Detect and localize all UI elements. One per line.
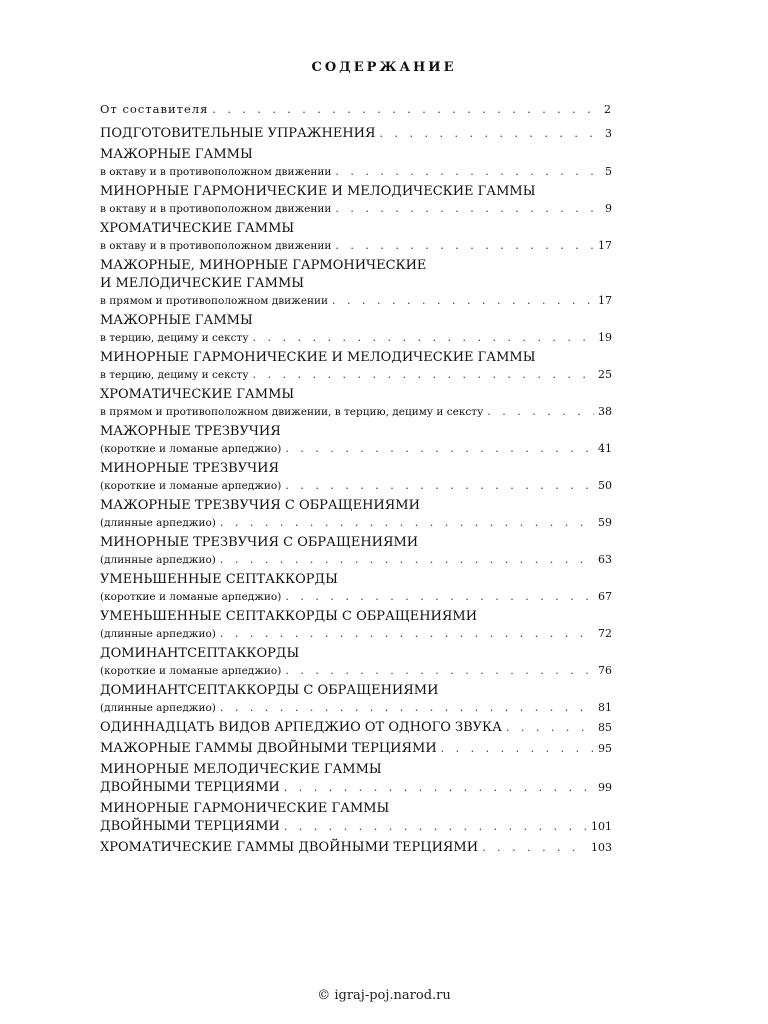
toc-entry	[100, 761, 612, 797]
toc-entry	[100, 534, 612, 568]
toc-heading: МАЖОРНЫЕ ТРЕЗВУЧИЯ	[100, 424, 281, 439]
toc-page-number: 2	[604, 103, 612, 116]
dot-leader	[284, 818, 587, 836]
toc-subtitle-row	[100, 515, 612, 531]
dot-leader	[220, 515, 594, 531]
toc-entry	[100, 800, 612, 836]
toc-heading: УМЕНЬШЕННЫЕ СЕПТАККОРДЫ С ОБРАЩЕНИЯМИ	[100, 609, 478, 624]
dot-leader	[482, 839, 587, 857]
toc-subtitle-row	[100, 404, 612, 420]
toc-page-number: 99	[598, 781, 612, 794]
toc-page-number: 9	[605, 202, 612, 215]
toc-entry	[100, 146, 612, 180]
dot-leader	[285, 663, 594, 679]
toc-heading: ПОДГОТОВИТЕЛЬНЫЕ УПРАЖНЕНИЯ	[100, 126, 376, 141]
toc-page-number: 38	[598, 405, 612, 418]
dot-leader	[220, 552, 594, 568]
toc-heading: ДВОЙНЫМИ ТЕРЦИЯМИ	[100, 819, 280, 834]
toc-page-number: 17	[598, 239, 612, 252]
toc-page-number: 85	[598, 721, 612, 734]
toc-heading: МАЖОРНЫЕ ГАММЫ ДВОЙНЫМИ ТЕРЦИЯМИ	[100, 741, 437, 756]
dot-leader	[332, 293, 594, 309]
toc-heading: МИНОРНЫЕ МЕЛОДИЧЕСКИЕ ГАММЫ	[100, 762, 382, 777]
page-title: СОДЕРЖАНИЕ	[311, 60, 457, 75]
toc-page-number: 101	[591, 820, 612, 833]
toc-heading-row	[100, 740, 612, 758]
toc-subtitle: (короткие и ломаные арпеджио)	[100, 591, 282, 603]
toc-subtitle: в октаву и в противоположном движении	[100, 166, 332, 178]
toc-heading: МИНОРНЫЕ ГАРМОНИЧЕСКИЕ И МЕЛОДИЧЕСКИЕ ГАММЫ	[100, 350, 536, 365]
toc-entry	[100, 839, 612, 857]
toc-subtitle: в октаву и в противоположном движении	[100, 203, 332, 215]
toc-subtitle-row	[100, 700, 612, 716]
toc-subtitle: (длинные арпеджио)	[100, 517, 216, 529]
toc-heading: МАЖОРНЫЕ, МИНОРНЫЕ ГАРМОНИЧЕСКИЕ	[100, 258, 427, 273]
toc-heading: МАЖОРНЫЕ ТРЕЗВУЧИЯ С ОБРАЩЕНИЯМИ	[100, 498, 420, 513]
toc-heading-row	[100, 719, 612, 737]
toc-entry	[100, 125, 612, 143]
toc-page-number: 76	[598, 664, 612, 677]
dot-leader	[253, 330, 594, 346]
dot-leader	[380, 125, 602, 143]
toc-heading: МИНОРНЫЕ ТРЕЗВУЧИЯ С ОБРАЩЕНИЯМИ	[100, 535, 419, 550]
toc-entry	[100, 220, 612, 254]
table-of-contents	[100, 100, 612, 860]
toc-heading-row	[100, 839, 612, 857]
toc-page-number: 19	[598, 331, 612, 344]
toc-subtitle-row	[100, 478, 612, 494]
dot-leader	[212, 101, 600, 119]
toc-heading: ДОМИНАНТСЕПТАККОРДЫ	[100, 646, 300, 661]
toc-subtitle-row	[100, 201, 612, 217]
dot-leader	[285, 478, 594, 494]
toc-subtitle-row	[100, 238, 612, 254]
toc-page-number: 3	[605, 127, 612, 140]
toc-entry	[100, 682, 612, 716]
toc-page-number: 63	[598, 553, 612, 566]
toc-heading: УМЕНЬШЕННЫЕ СЕПТАККОРДЫ	[100, 572, 338, 587]
dot-leader	[335, 164, 601, 180]
toc-entry	[100, 349, 612, 383]
toc-heading: И МЕЛОДИЧЕСКИЕ ГАММЫ	[100, 276, 305, 291]
dot-leader	[335, 201, 601, 217]
toc-heading: ОДИННАДЦАТЬ ВИДОВ АРПЕДЖИО ОТ ОДНОГО ЗВУКА	[100, 720, 502, 735]
toc-subtitle: в прямом и противоположном движении, в терцию, дециму и сексту	[100, 406, 484, 418]
toc-heading: ДОМИНАНТСЕПТАККОРДЫ С ОБРАЩЕНИЯМИ	[100, 683, 439, 698]
toc-heading-row	[100, 818, 612, 836]
toc-subtitle: (длинные арпеджио)	[100, 554, 216, 566]
dot-leader	[506, 719, 594, 737]
toc-subtitle: (короткие и ломаные арпеджио)	[100, 443, 282, 455]
toc-subtitle-row	[100, 589, 612, 605]
toc-heading: ХРОМАТИЧЕСКИЕ ГАММЫ	[100, 387, 295, 402]
toc-page-number: 81	[598, 701, 612, 714]
toc-page-number: 59	[598, 516, 612, 529]
dot-leader	[441, 740, 594, 758]
toc-entry	[100, 183, 612, 217]
toc-subtitle-row	[100, 367, 612, 383]
toc-subtitle-row	[100, 330, 612, 346]
dot-leader	[487, 404, 594, 420]
toc-entries	[100, 125, 612, 857]
toc-heading-row	[100, 779, 612, 797]
toc-heading: ХРОМАТИЧЕСКИЕ ГАММЫ	[100, 221, 295, 236]
toc-entry	[100, 719, 612, 737]
toc-subtitle: (длинные арпеджио)	[100, 702, 216, 714]
toc-entry	[100, 257, 612, 309]
toc-page-number: 67	[598, 590, 612, 603]
toc-subtitle-row	[100, 293, 612, 309]
dot-leader	[285, 589, 594, 605]
toc-subtitle: в терцию, дециму и сексту	[100, 369, 249, 381]
toc-subtitle: в терцию, дециму и сексту	[100, 332, 249, 344]
dot-leader	[253, 367, 594, 383]
toc-heading: МАЖОРНЫЕ ГАММЫ	[100, 313, 253, 328]
toc-page-number: 17	[598, 294, 612, 307]
toc-subtitle: (короткие и ломаные арпеджио)	[100, 480, 282, 492]
dot-leader	[284, 779, 594, 797]
dot-leader	[335, 238, 594, 254]
toc-subtitle: в октаву и в противоположном движении	[100, 240, 332, 252]
toc-page-number: 95	[598, 742, 612, 755]
toc-entry	[100, 423, 612, 457]
toc-heading: ДВОЙНЫМИ ТЕРЦИЯМИ	[100, 780, 280, 795]
toc-entry	[100, 386, 612, 420]
toc-entry	[100, 460, 612, 494]
toc-page-number: 72	[598, 627, 612, 640]
toc-entry	[100, 740, 612, 758]
dot-leader	[285, 441, 594, 457]
toc-entry	[100, 571, 612, 605]
toc-heading: МИНОРНЫЕ ГАРМОНИЧЕСКИЕ И МЕЛОДИЧЕСКИЕ ГАММЫ	[100, 184, 536, 199]
toc-page-number: 103	[591, 841, 612, 854]
toc-page-number: 25	[598, 368, 612, 381]
toc-subtitle-row	[100, 626, 612, 642]
toc-entry	[100, 497, 612, 531]
footer-copyright: © igraj-poj.narod.ru	[317, 988, 451, 1003]
toc-heading: МИНОРНЫЕ ГАРМОНИЧЕСКИЕ ГАММЫ	[100, 801, 390, 816]
toc-heading: МИНОРНЫЕ ТРЕЗВУЧИЯ	[100, 461, 279, 476]
toc-entry-preface	[100, 100, 612, 119]
toc-entry	[100, 608, 612, 642]
toc-heading-row	[100, 125, 612, 143]
toc-page-number: 5	[605, 165, 612, 178]
toc-page-number: 50	[598, 479, 612, 492]
toc-heading: ХРОМАТИЧЕСКИЕ ГАММЫ ДВОЙНЫМИ ТЕРЦИЯМИ	[100, 840, 479, 855]
toc-subtitle-row	[100, 441, 612, 457]
dot-leader	[220, 626, 594, 642]
toc-heading: МАЖОРНЫЕ ГАММЫ	[100, 147, 253, 162]
toc-entry-text: От составителя	[100, 102, 209, 116]
toc-page-number: 41	[598, 442, 612, 455]
toc-subtitle: в прямом и противоположном движении	[100, 295, 329, 307]
toc-subtitle: (длинные арпеджио)	[100, 628, 216, 640]
toc-subtitle: (короткие и ломаные арпеджио)	[100, 665, 282, 677]
toc-subtitle-row	[100, 552, 612, 568]
toc-subtitle-row	[100, 164, 612, 180]
dot-leader	[220, 700, 594, 716]
toc-entry	[100, 645, 612, 679]
toc-entry	[100, 312, 612, 346]
toc-subtitle-row	[100, 663, 612, 679]
